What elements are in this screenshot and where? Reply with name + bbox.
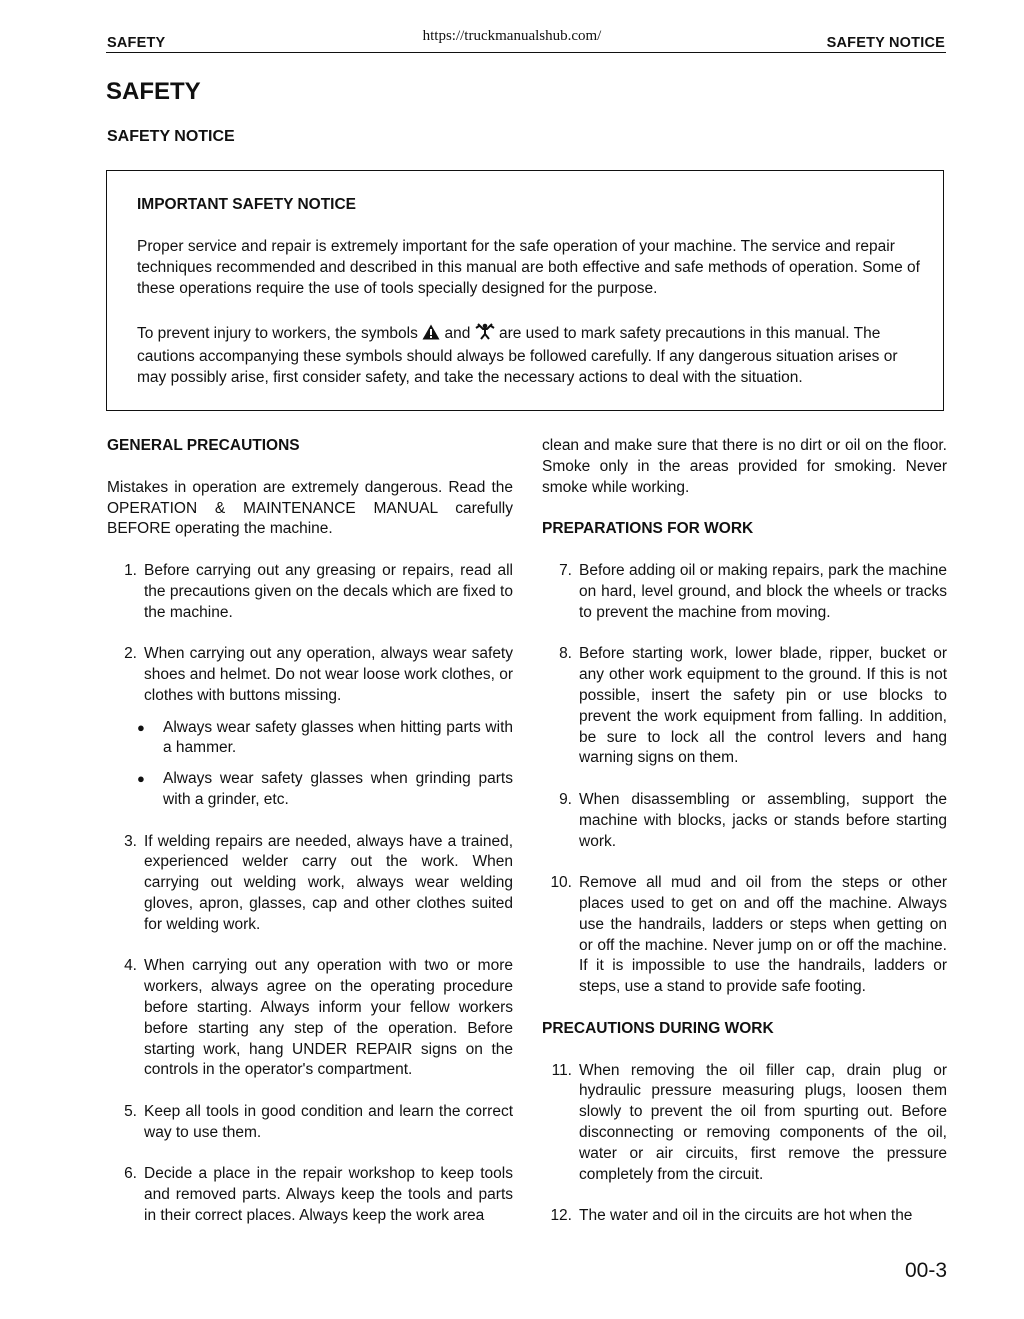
important-safety-notice-box (106, 170, 944, 411)
item-number: 3. (124, 832, 137, 850)
item-number: 11. (551, 1061, 572, 1079)
list-item (542, 1061, 947, 1186)
item-text: Before adding oil or making repairs, park the machine on hard, level ground, and block the wheels or tracks to prevent the machine from moving. (579, 562, 947, 621)
page-title: SAFETY (106, 78, 201, 105)
item-number: 7. (559, 562, 572, 580)
bullet-text: Always wear safety glasses when grinding parts with a grinder, etc. (163, 770, 513, 808)
general-continued-text: clean and make sure that there is no dirt or oil on the floor. Smoke only in the areas provided for smoking. Never smoke while working. (542, 437, 947, 496)
item-text: Decide a place in the repair workshop to keep tools and removed parts. Always keep the tools and parts in their correct places. Always keep the work area (144, 1165, 513, 1224)
item-text: Keep all tools in good condition and learn the correct way to use them. (144, 1102, 513, 1141)
bullet-item (137, 769, 513, 811)
bullet-dot-icon: ● (137, 771, 145, 787)
item-text: When disassembling or assembling, support the machine with blocks, jacks or stands before starting work. (579, 790, 947, 850)
preparations-heading: PREPARATIONS FOR WORK (542, 520, 754, 538)
list-item (107, 1164, 513, 1226)
list-item (107, 644, 513, 706)
notice-p2-post: are used to mark safety precautions in this manual. The cautions accompanying these symbols should always be followed carefully. If any dangerous situation arises or may possibly arise, first consider safety, and take the necessary actions to deal with the situation. (137, 325, 898, 386)
notice-p2-and: and (444, 325, 471, 342)
right-column (542, 436, 947, 1248)
bullet-item (137, 718, 513, 760)
item-text: Remove all mud and oil from the steps or other places used to get on and off the machine. Always use the handrails, ladders or steps when getting on or off the machine. Never jump on or off the machine. If it is impossible to use the handrails, ladders or steps, use a stand to provide safe footing. (579, 874, 947, 996)
source-url[interactable]: https://truckmanualshub.com/ (422, 28, 602, 44)
item-text: When carrying out any operation with two or more workers, always agree on the operating procedure before starting. Always inform your fellow workers before starting any step of the operation. Before starting work, hang UNDER REPAIR signs on the controls in the operator's compartment. (144, 957, 513, 1079)
list-item (107, 832, 513, 936)
list-item (542, 873, 947, 998)
item-number: 5. (124, 1102, 137, 1120)
precautions-during-work-heading: PRECAUTIONS DURING WORK (542, 1019, 774, 1037)
list-item (542, 790, 947, 852)
item-text: The water and oil in the circuits are hot when the (579, 1207, 913, 1225)
list-item (107, 1102, 513, 1144)
notice-paragraph-1: Proper service and repair is extremely important for the safe operation of your machine. The service and repair techniques recommended and described in this manual are both effective and safe methods of operation. Some of these operations require the use of tools specially designed for the purpose. (137, 238, 920, 297)
item-text: Before starting work, lower blade, ripper, bucket or any other work equipment to the ground. If this is not possible, insert the safety pin or use blocks to prevent the work equipment from falling. In addition, be sure to lock all the control levers and hang warning signs on them. (579, 645, 947, 767)
bullet-dot-icon: ● (137, 719, 145, 735)
section-title: SAFETY NOTICE (107, 128, 235, 145)
item-text: If welding repairs are needed, always have a trained, experienced welder carry out the work. When carrying out welding work, always wear welding gloves, apron, glasses, cap and other clothes suited for welding work. (144, 832, 513, 933)
notice-p2-pre: To prevent injury to workers, the symbols (137, 325, 418, 342)
item-number: 2. (124, 645, 137, 663)
item-number: 12. (550, 1207, 572, 1225)
bullet-list (137, 718, 513, 811)
warning-triangle-icon (422, 324, 440, 347)
item-text: Before carrying out any greasing or repairs, read all the precautions given on the decals which are fixed to the machine. (144, 562, 513, 621)
bullet-text: Always wear safety glasses when hitting parts with a hammer. (163, 718, 513, 757)
notice-title: IMPORTANT SAFETY NOTICE (137, 196, 357, 213)
item-number: 9. (559, 790, 572, 808)
general-precautions-heading: GENERAL PRECAUTIONS (107, 437, 300, 454)
item-number: 8. (559, 645, 572, 663)
item-number: 1. (124, 562, 137, 580)
general-intro: Mistakes in operation are extremely dangerous. Read the OPERATION & MAINTENANCE MANUAL carefully BEFORE operating the machine. (107, 478, 513, 538)
item-text: When removing the oil filler cap, drain plug or hydraulic pressure measuring plugs, loosen them slowly to prevent the oil from spurting out. Before disconnecting or removing components of the oil, water or air circuits, first remove the pressure completely from the circuit. (579, 1061, 947, 1183)
running-header-left: SAFETY (107, 35, 166, 51)
caution-figure-icon (475, 322, 495, 347)
list-item (107, 956, 513, 1081)
item-number: 6. (124, 1165, 137, 1183)
item-number: 4. (124, 957, 137, 975)
notice-paragraph-2 (137, 322, 927, 388)
list-item (542, 644, 947, 769)
left-column (107, 436, 513, 1247)
list-item (542, 561, 947, 623)
item-number: 10. (550, 874, 572, 892)
running-header-right: SAFETY NOTICE (826, 35, 945, 51)
list-item (107, 561, 513, 623)
list-item (542, 1206, 947, 1227)
header-rule (106, 52, 946, 53)
item-text: When carrying out any operation, always wear safety shoes and helmet. Do not wear loose work clothes, or clothes with buttons missing. (144, 645, 513, 704)
page-number: 00-3 (904, 1259, 947, 1282)
